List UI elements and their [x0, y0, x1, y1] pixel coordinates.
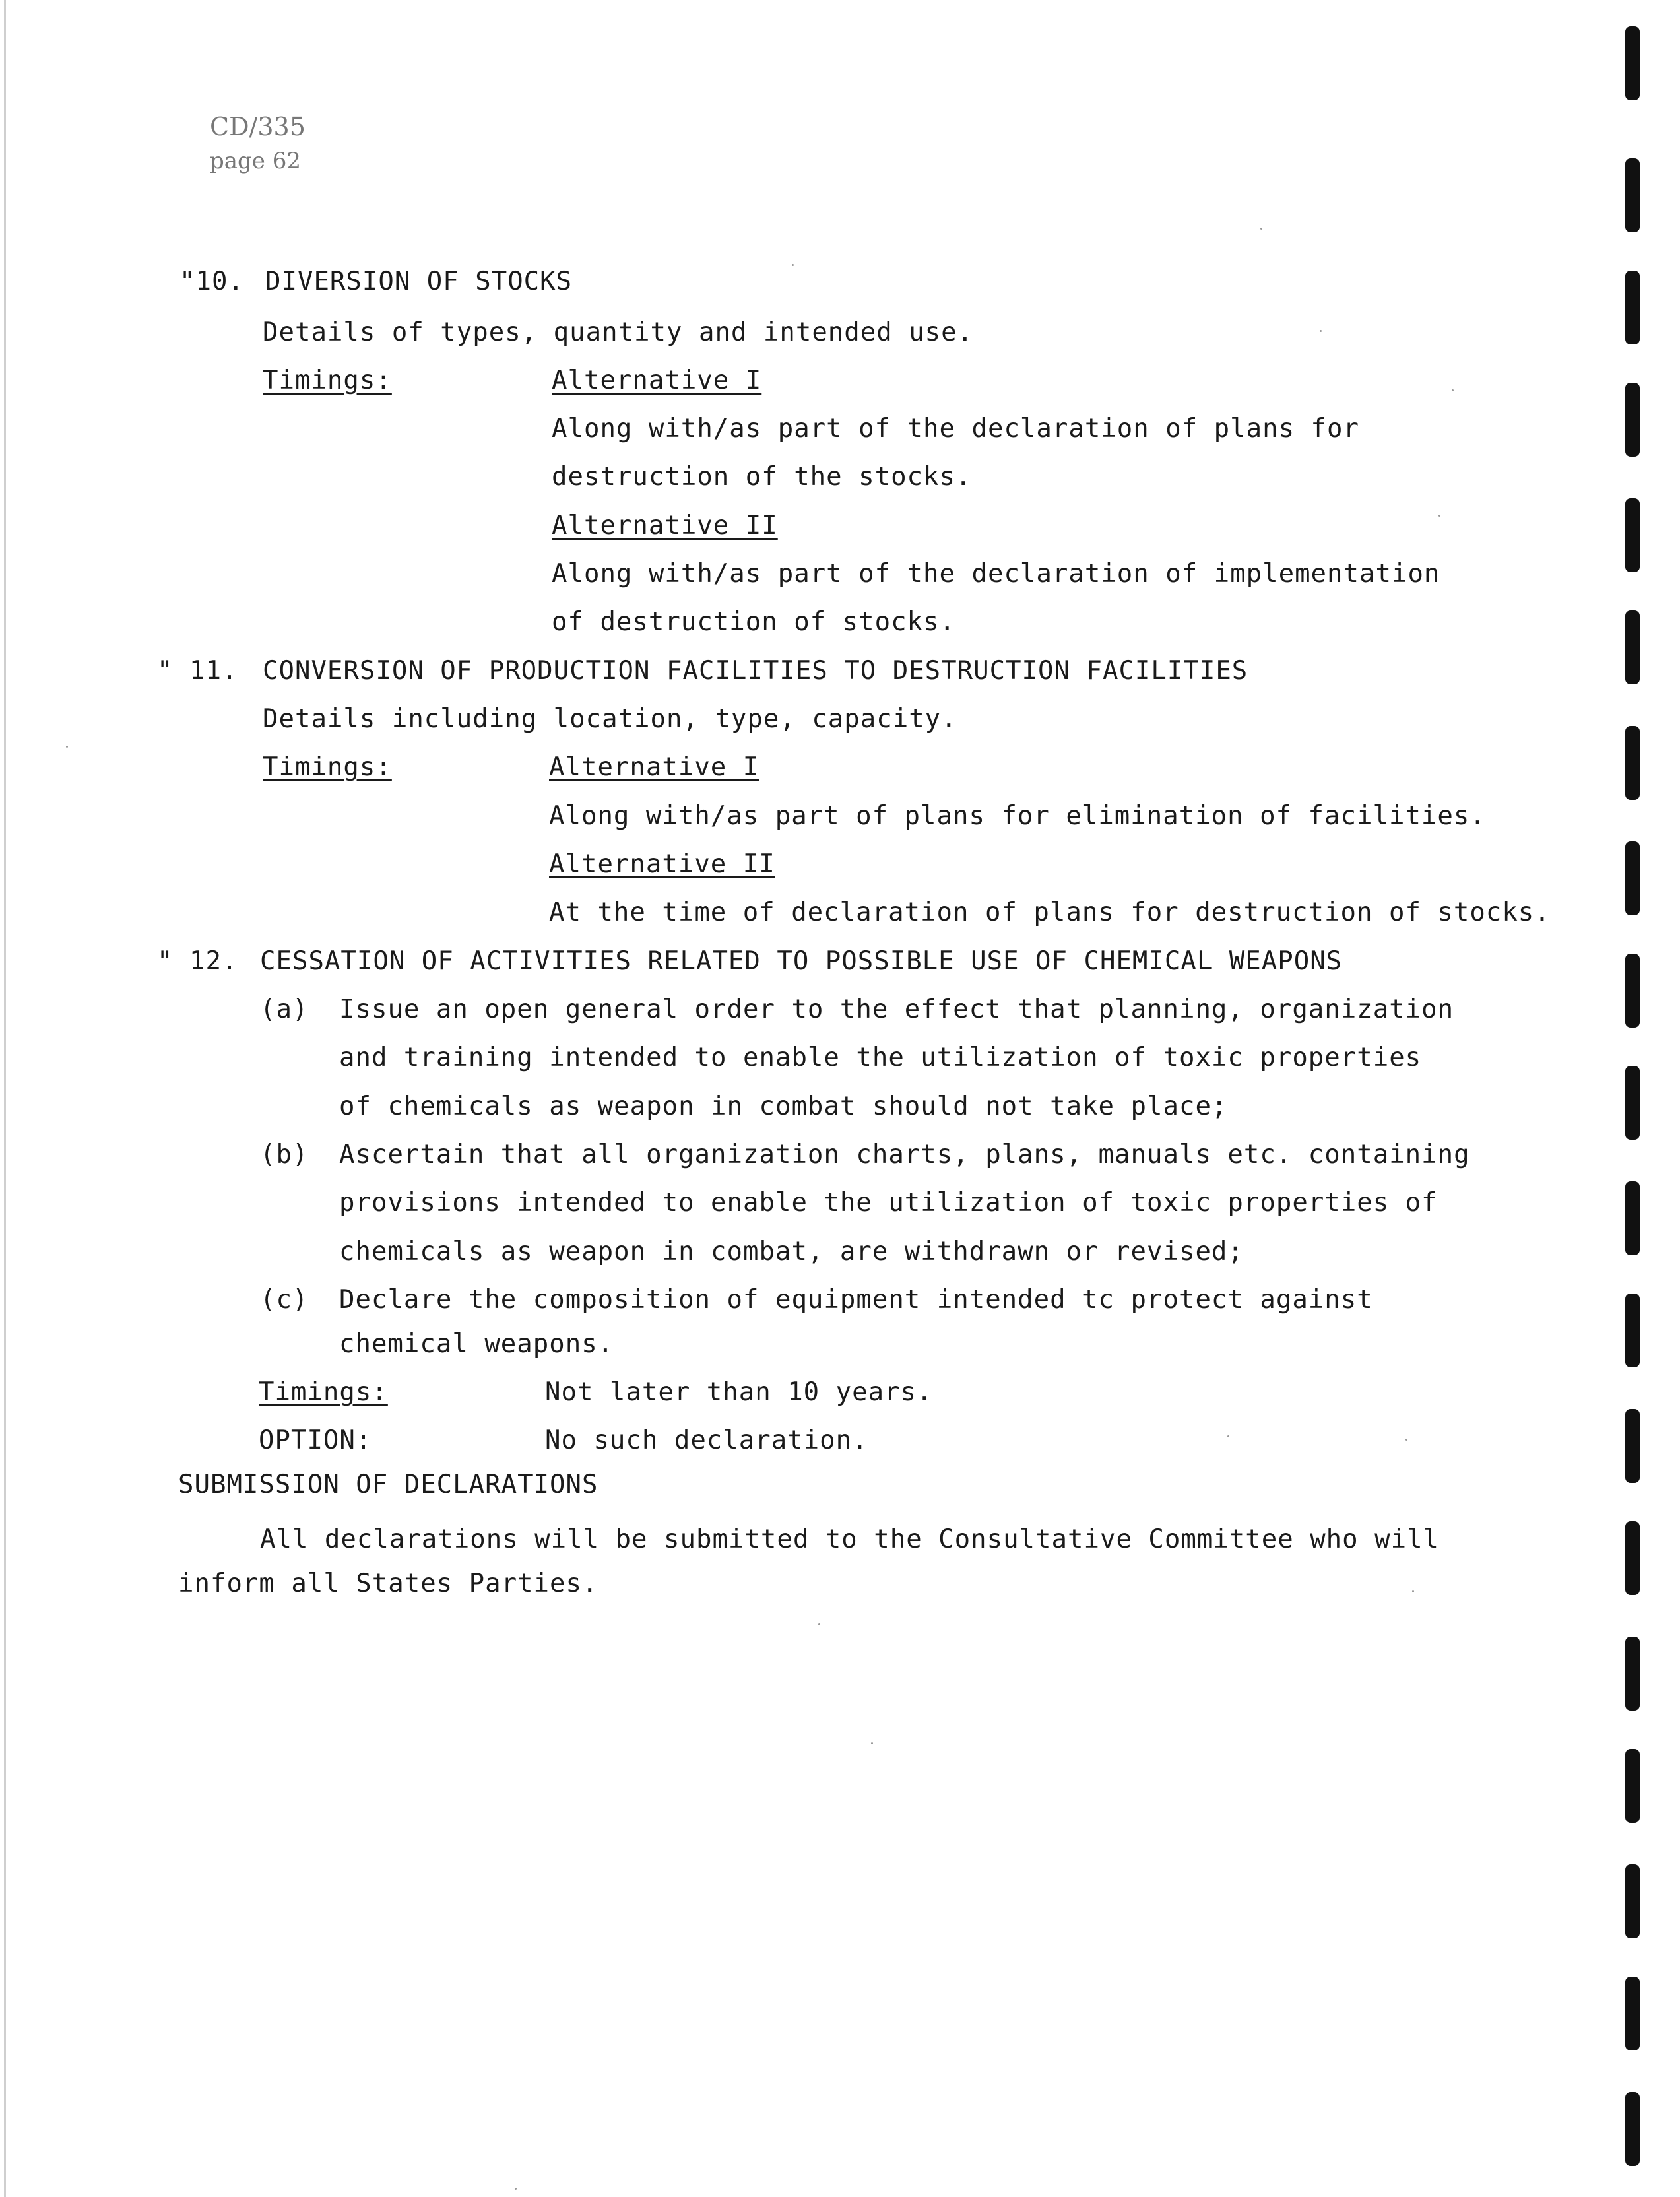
binding-hole: [1625, 841, 1640, 915]
scan-speck: [1260, 228, 1262, 230]
binding-hole: [1625, 1521, 1640, 1595]
section-11-alt2-line1: At the time of declaration of plans for destruction of stocks.: [549, 898, 1551, 927]
section-10-alt2-line1: Along with/as part of the declaration of implementation: [552, 559, 1440, 589]
binding-hole: [1625, 1637, 1640, 1711]
binding-hole: [1625, 1977, 1640, 2050]
section-10-alt1-label: Alternative I: [552, 366, 762, 395]
section-10-alt1-line1: Along with/as part of the declaration of plans for: [552, 414, 1359, 443]
binding-hole: [1625, 1749, 1640, 1823]
scan-speck: [818, 1623, 820, 1625]
section-11-alt1-line1: Along with/as part of plans for elimination of facilities.: [549, 801, 1486, 831]
section-12-timings-value: Not later than 10 years.: [545, 1377, 933, 1407]
item-b-marker: (b): [260, 1140, 309, 1169]
item-a-marker: (a): [260, 995, 309, 1024]
item-c-line2: chemical weapons.: [339, 1329, 614, 1359]
binding-hole: [1625, 271, 1640, 344]
section-12-title: CESSATION OF ACTIVITIES RELATED TO POSSIBLE USE OF CHEMICAL WEAPONS: [260, 946, 1343, 976]
binding-hole: [1625, 383, 1640, 457]
item-a-line3: of chemicals as weapon in combat should not take place;: [339, 1092, 1228, 1121]
submission-line1: All declarations will be submitted to the Consultative Committee who will: [260, 1525, 1440, 1554]
item-b-line2: provisions intended to enable the utilization of toxic properties of: [339, 1188, 1438, 1218]
item-a-line2: and training intended to enable the utilization of toxic properties: [339, 1043, 1422, 1072]
item-a-line1: Issue an open general order to the effect that planning, organization: [339, 995, 1454, 1024]
section-10-timings-label: Timings:: [263, 366, 392, 395]
item-b-line1: Ascertain that all organization charts, plans, manuals etc. containing: [339, 1140, 1470, 1169]
scan-speck: [871, 1742, 873, 1744]
section-11-number: " 11.: [157, 656, 238, 686]
submission-line2: inform all States Parties.: [178, 1569, 598, 1598]
scan-speck: [66, 746, 68, 748]
binding-hole: [1625, 1294, 1640, 1367]
submission-title: SUBMISSION OF DECLARATIONS: [178, 1470, 598, 1499]
section-10-alt2-label: Alternative II: [552, 511, 778, 541]
section-11-timings-label: Timings:: [263, 752, 392, 782]
binding-hole: [1625, 26, 1640, 100]
section-10-details: Details of types, quantity and intended use.: [263, 317, 974, 347]
binding-hole: [1625, 1409, 1640, 1483]
binding-hole: [1625, 1181, 1640, 1255]
section-10-alt2-line2: of destruction of stocks.: [552, 607, 955, 637]
item-c-marker: (c): [260, 1285, 309, 1315]
section-11-details: Details including location, type, capacity.: [263, 704, 957, 734]
item-b-line3: chemicals as weapon in combat, are withdrawn or revised;: [339, 1237, 1244, 1266]
scan-speck: [515, 2188, 517, 2190]
scan-speck: [1452, 389, 1454, 391]
binding-hole: [1625, 726, 1640, 800]
binding-hole: [1625, 498, 1640, 572]
section-12-number: " 12.: [157, 946, 238, 976]
binding-hole: [1625, 1066, 1640, 1140]
section-12-timings-label: Timings:: [259, 1377, 388, 1407]
section-12-option-value: No such declaration.: [545, 1426, 868, 1455]
binding-hole: [1625, 954, 1640, 1028]
section-10-alt1-line2: destruction of the stocks.: [552, 462, 972, 492]
section-10-number: "10.: [179, 267, 244, 296]
scan-speck: [1320, 330, 1322, 332]
scan-speck: [1227, 1435, 1229, 1437]
section-12-option-label: OPTION:: [259, 1426, 372, 1455]
section-11-alt1-label: Alternative I: [549, 752, 759, 782]
scan-speck: [792, 264, 794, 266]
item-c-line1: Declare the composition of equipment intended tc protect against: [339, 1285, 1373, 1315]
section-11-alt2-label: Alternative II: [549, 849, 775, 879]
section-11-title: CONVERSION OF PRODUCTION FACILITIES TO DESTRUCTION FACILITIES: [263, 656, 1248, 686]
scan-speck: [1438, 515, 1440, 517]
binding-hole: [1625, 158, 1640, 232]
scan-speck: [1405, 1439, 1407, 1441]
scan-speck: [1412, 1590, 1414, 1592]
document-symbol: CD/335: [210, 112, 306, 141]
section-10-title: DIVERSION OF STOCKS: [265, 267, 573, 296]
binding-hole: [1625, 610, 1640, 684]
binding-hole: [1625, 1864, 1640, 1938]
scan-edge-line: [4, 0, 6, 2197]
page-number: page 62: [210, 148, 301, 174]
binding-hole: [1625, 2092, 1640, 2166]
